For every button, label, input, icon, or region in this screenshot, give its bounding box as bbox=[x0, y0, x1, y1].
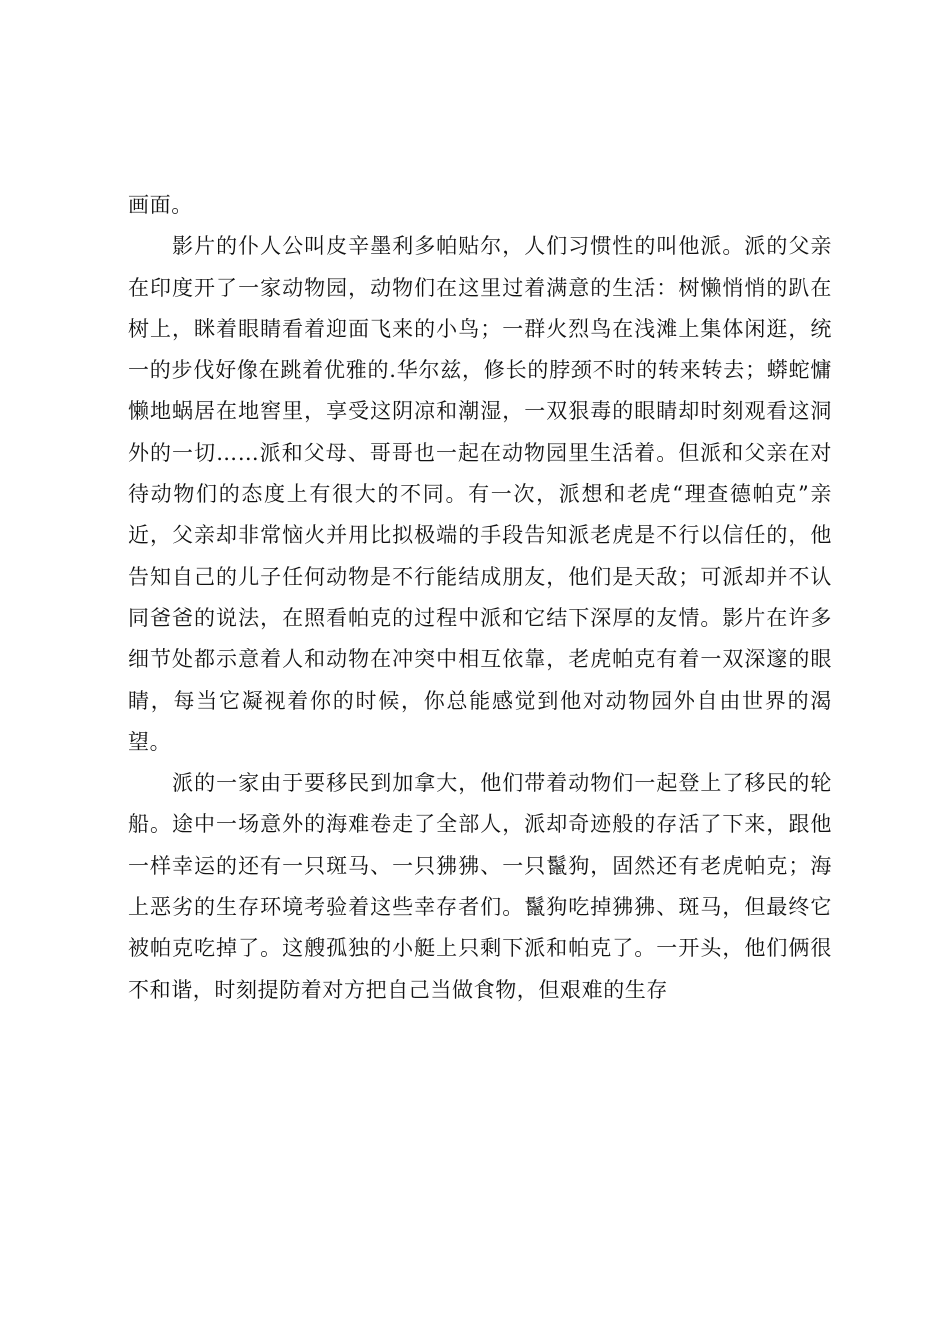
paragraph-shipwreck: 派的一家由于要移民到加拿大，他们带着动物们一起登上了移民的轮船。途中一场意外的海难卷走了全部人，派却奇迹般的存活了下来，跟他一样幸运的还有一只斑马、一只狒狒、一只鬣狗，固然还有老虎帕克；海上恶劣的生存环境考验着这些幸存者们。鬣狗吃掉狒狒、斑马，但最终它被帕克吃掉了。这艘孤独的小艇上只剩下派和帕克了。一开头，他们俩很不和谐，时刻提防着对方把自己当做食物，但艰难的生存 bbox=[128, 771, 832, 1002]
paragraph-fragment: 画面。 bbox=[128, 193, 193, 217]
paragraph-zoo-story: 影片的仆人公叫皮辛墨利多帕贴尔，人们习惯性的叫他派。派的父亲在印度开了一家动物园，动物们在这里过着满意的生活：树懒悄悄的趴在树上，眯着眼睛看着迎面飞来的小鸟；一群火烈鸟在浅滩上集体闲逛，统一的步伐好像在跳着优雅的.华尔兹，修长的脖颈不时的转来转去；蟒蛇慵懒地蜗居在地窖里，享受这阴凉和潮湿，一双狠毒的眼睛却时刻观看这洞外的一切……派和父母、哥哥也一起在动物园里生活着。但派和父亲在对待动物们的态度上有很大的不同。有一次，派想和老虎“理查德帕克”亲近，父亲却非常恼火并用比拟极端的手段告知派老虎是不行以信任的，他告知自己的儿子任何动物是不行能结成朋友，他们是天敌；可派却并不认同爸爸的说法，在照看帕克的过程中派和它结下深厚的友情。影片在许多细节处都示意着人和动物在冲突中相互依靠，老虎帕克有着一双深邃的眼睛，每当它凝视着你的时候，你总能感觉到他对动物园外自由世界的渴望。 bbox=[128, 234, 832, 754]
body-text bbox=[128, 185, 832, 1011]
